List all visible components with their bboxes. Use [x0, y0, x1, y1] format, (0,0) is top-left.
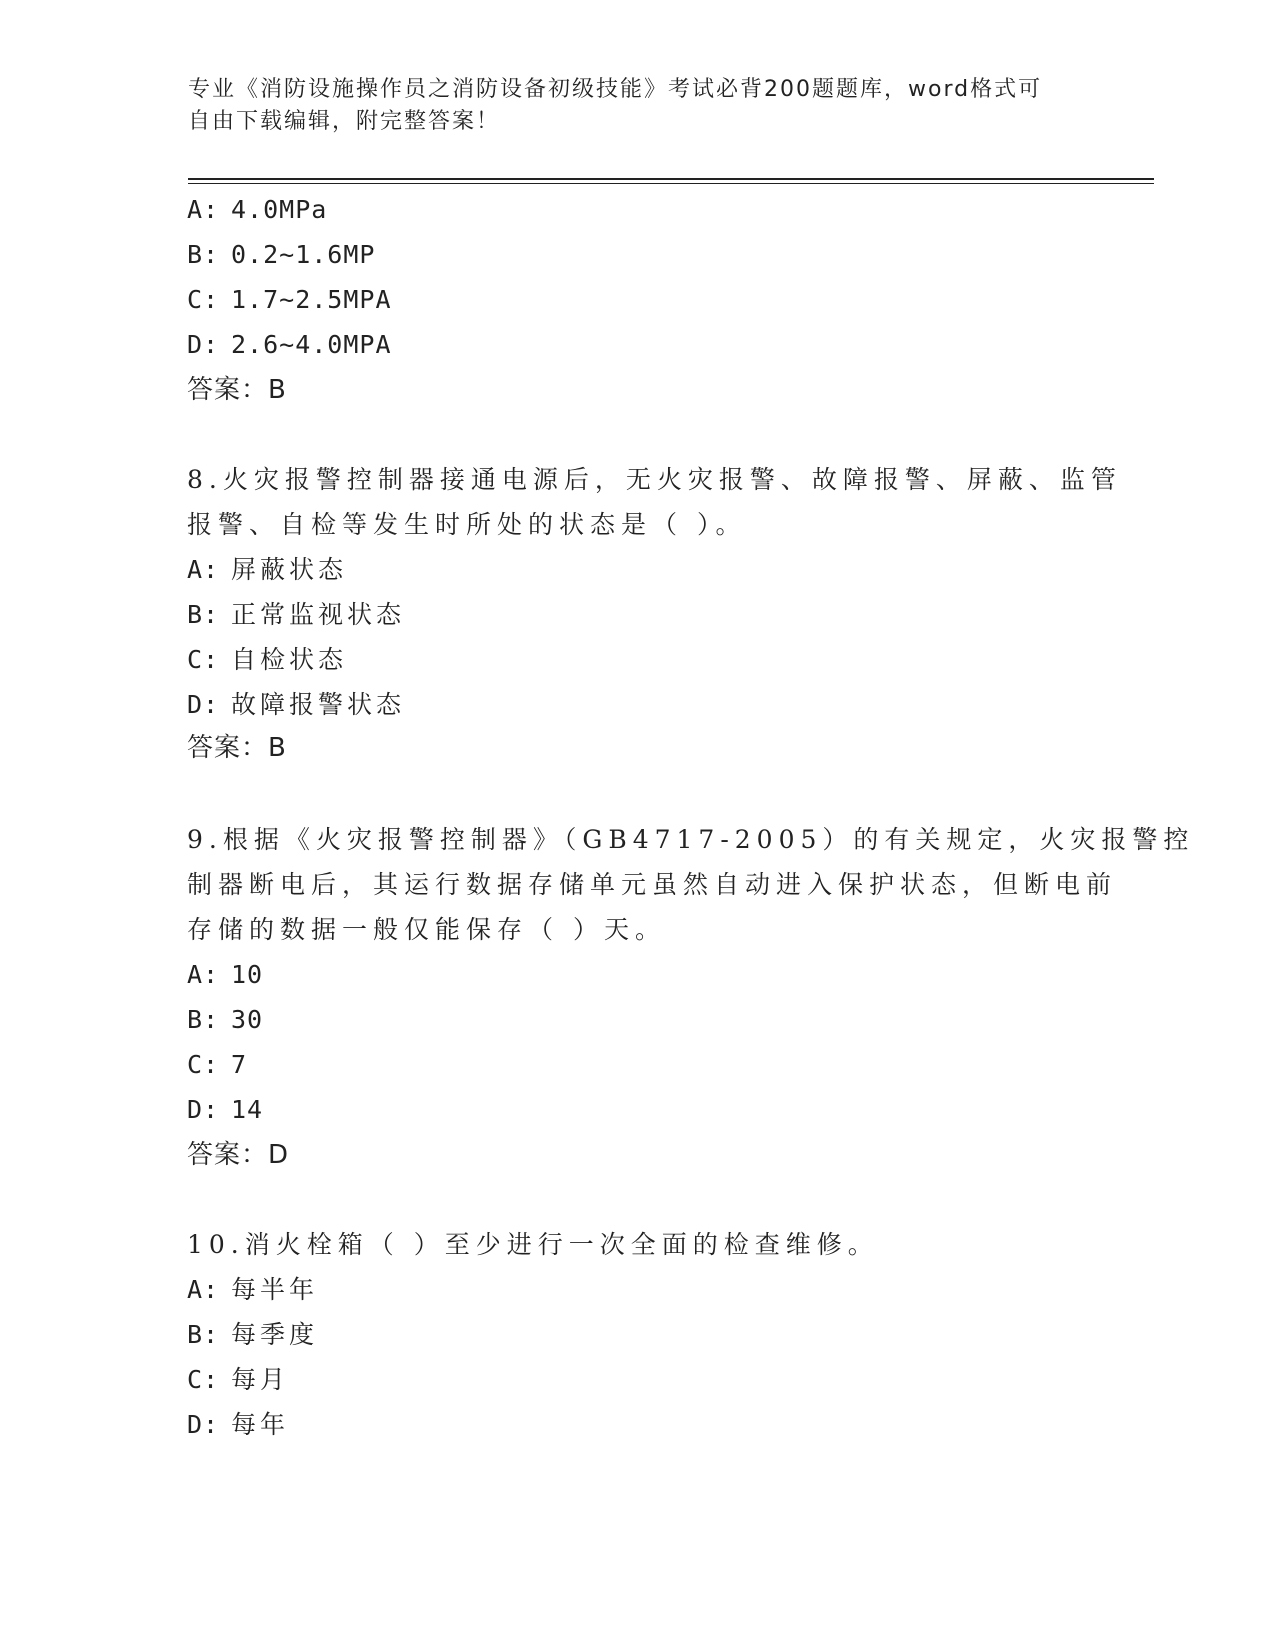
q8-option-d: D: 故障报警状态	[187, 690, 406, 719]
q10-option-c: C: 每月	[187, 1365, 290, 1394]
q7-option-d: D: 2.6~4.0MPA	[187, 330, 392, 359]
q9-option-a: A: 10	[187, 960, 264, 989]
q7-option-a: A: 4.0MPa	[187, 195, 328, 224]
q8-text-line-1: 8.火灾报警控制器接通电源后，无火灾报警、故障报警、屏蔽、监管	[187, 465, 1122, 494]
header-rule-bottom	[188, 183, 1154, 184]
q10-option-a: A: 每半年	[187, 1275, 319, 1304]
document-header	[188, 74, 1088, 138]
q9-option-b: B: 30	[187, 1005, 264, 1034]
header-line-2: 自由下载编辑，附完整答案！	[188, 109, 501, 134]
q8-option-a: A: 屏蔽状态	[187, 555, 348, 584]
header-line-1: 专业《消防设施操作员之消防设备初级技能》考试必背200题题库，word格式可	[188, 77, 1043, 102]
q10-text-line-1: 10.消火栓箱（ ）至少进行一次全面的检查维修。	[187, 1230, 879, 1259]
q8-answer: 答案：B	[187, 733, 287, 763]
q10-option-b: B: 每季度	[187, 1320, 319, 1349]
q7-option-c: C: 1.7~2.5MPA	[187, 285, 392, 314]
q8-option-c: C: 自检状态	[187, 645, 348, 674]
q9-text-line-3: 存储的数据一般仅能保存（ ）天。	[187, 915, 666, 944]
q9-answer: 答案：D	[187, 1140, 290, 1170]
q9-text-line-2: 制器断电后，其运行数据存储单元虽然自动进入保护状态，但断电前	[187, 870, 1118, 899]
q7-option-b: B: 0.2~1.6MP	[187, 240, 376, 269]
q8-text-line-2: 报警、自检等发生时所处的状态是（ ）。	[187, 510, 747, 539]
q9-text-line-1: 9.根据《火灾报警控制器》（GB4717-2005）的有关规定，火灾报警控	[187, 825, 1195, 854]
q10-option-d: D: 每年	[187, 1410, 290, 1439]
q9-option-c: C: 7	[187, 1050, 248, 1079]
q7-answer: 答案：B	[187, 375, 287, 405]
header-rule-top	[188, 178, 1154, 180]
q9-option-d: D: 14	[187, 1095, 264, 1124]
q8-option-b: B: 正常监视状态	[187, 600, 406, 629]
